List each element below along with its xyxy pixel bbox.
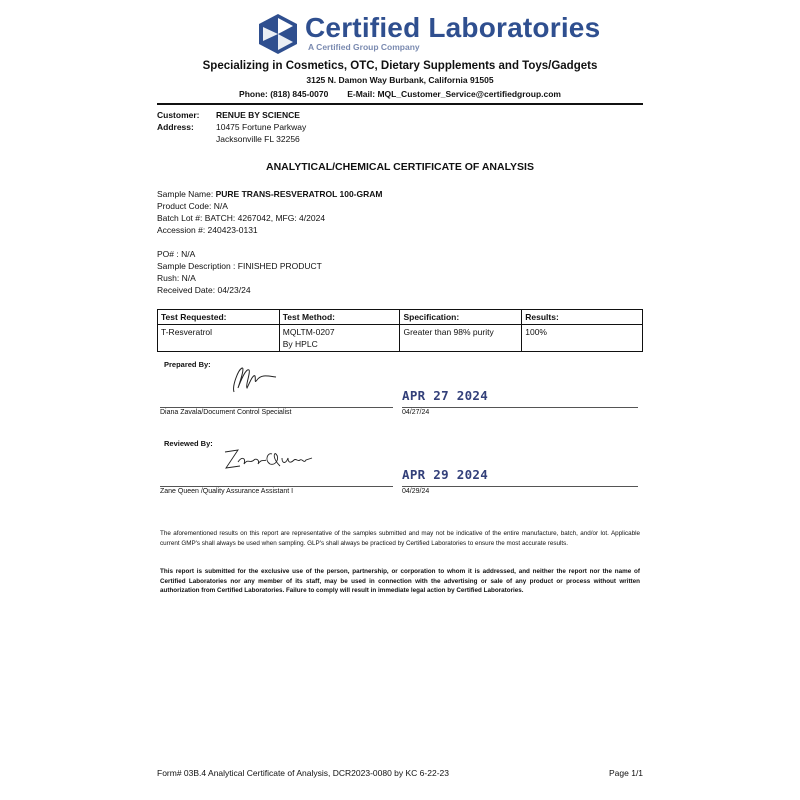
brand-tagline: A Certified Group Company: [308, 42, 420, 52]
form-number: Form# 03B.4 Analytical Certificate of Analysis, DCR2023-0080 by KC 6-22-23: [157, 768, 449, 778]
method-technique: By HPLC: [282, 339, 318, 349]
column-header: Results:: [522, 310, 643, 325]
accession-number: Accession #: 240423-0131: [157, 225, 258, 235]
product-code: Product Code: N/A: [157, 201, 228, 211]
address-label: Address:: [157, 122, 194, 132]
specialization-line: Specializing in Cosmetics, OTC, Dietary Supplements and Toys/Gadgets: [202, 60, 598, 72]
reviewed-signature-line: [160, 486, 393, 487]
column-header: Test Requested:: [158, 310, 280, 325]
received-date: Received Date: 04/23/24: [157, 285, 251, 295]
prepared-date-line: [402, 407, 638, 408]
results-disclaimer: The aforementioned results on this report are representative of the samples submitted and may not be indicative of the entire manufacture, batch, and/or lot. Applicable current GMP's shall always be used when sampling. GLP's shall always be practiced by Certified Laboratories to ensure the most accurate results.: [160, 530, 640, 547]
result-cell: 100%: [522, 325, 643, 352]
document-title: ANALYTICAL/CHEMICAL CERTIFICATE OF ANALYSIS: [266, 161, 534, 173]
sample-name-label: Sample Name:: [157, 189, 216, 199]
reviewed-signature-icon: [220, 444, 316, 474]
reviewed-date: 04/29/24: [402, 488, 430, 495]
customer-name: RENUE BY SCIENCE: [216, 110, 300, 120]
rush-status: Rush: N/A: [157, 273, 196, 283]
method-code: MQLTM-0207: [282, 327, 335, 337]
usage-disclaimer: This report is submitted for the exclusive use of the person, partnership, or corporation to whom it is addressed, and neither the report nor the name of Certified Laboratories nor any member of its staff, may be used in connection with the advertising or sale of any product or process without written authorization from Certified Laboratories. Failure to comply will result in immediate legal action by Certified Laboratories.: [160, 568, 640, 594]
prepared-signature-line: [160, 407, 393, 408]
column-header: Test Method:: [279, 310, 400, 325]
batch-lot: Batch Lot #: BATCH: 4267042, MFG: 4/2024: [157, 213, 326, 223]
test-method-cell: [279, 325, 400, 352]
results-table: [157, 309, 643, 352]
column-header: Specification:: [400, 310, 522, 325]
page-number: Page 1/1: [609, 768, 644, 778]
customer-city: Jacksonville FL 32256: [216, 134, 300, 144]
header-divider: [157, 103, 643, 105]
sample-description: Sample Description : FINISHED PRODUCT: [157, 261, 322, 271]
prepared-date: 04/27/24: [402, 409, 430, 416]
sample-name: PURE TRANS-RESVERATROL 100-GRAM: [215, 189, 383, 199]
reviewed-date-line: [402, 486, 638, 487]
table-row: [158, 325, 643, 352]
specification-cell: Greater than 98% purity: [400, 325, 522, 352]
prepared-date-stamp: APR 27 2024: [402, 388, 489, 403]
lab-address: 3125 N. Damon Way Burbank, California 91505: [306, 75, 494, 85]
reviewed-by-label: Reviewed By:: [164, 439, 213, 448]
preparer-name: Diana Zavala/Document Control Specialist: [160, 409, 292, 416]
prepared-signature-icon: [228, 362, 284, 396]
po-number: PO# : N/A: [157, 249, 196, 259]
certified-labs-logo-icon: [256, 13, 300, 55]
reviewer-name: Zane Queen /Quality Assurance Assistant I: [160, 488, 294, 495]
sample-name-line: [157, 189, 382, 199]
reviewed-date-stamp: APR 29 2024: [402, 467, 489, 482]
table-header-row: [158, 310, 643, 325]
test-requested-cell: T-Resveratrol: [158, 325, 280, 352]
prepared-by-label: Prepared By:: [164, 360, 211, 369]
customer-label: Customer:: [157, 110, 200, 120]
brand-name: Certified Laboratories: [305, 12, 601, 43]
lab-contact: Phone: (818) 845-0070 E-Mail: MQL_Customer_Service@certifiedgroup.com: [239, 89, 561, 99]
customer-street: 10475 Fortune Parkway: [216, 122, 307, 132]
